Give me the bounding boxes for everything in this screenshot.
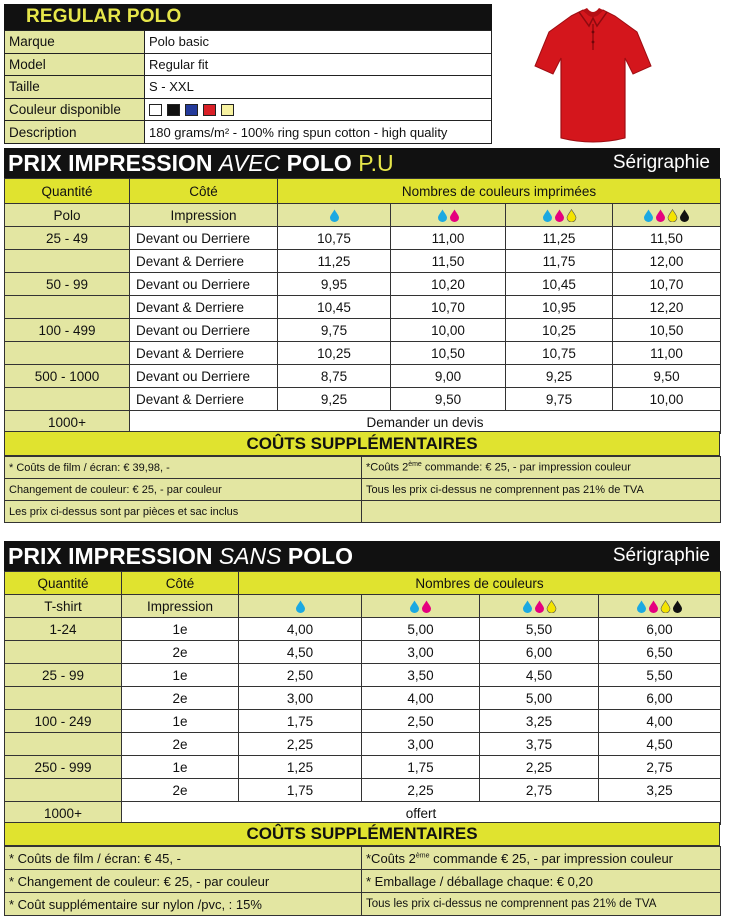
- info-row-taille: [5, 76, 492, 99]
- supp-costs-title-avec: COÛTS SUPPLÉMENTAIRES: [4, 431, 720, 456]
- price-cell: 9,50: [391, 388, 506, 411]
- section-title-sans: [4, 541, 720, 571]
- price-cell: 5,00: [480, 687, 599, 710]
- price-cell: 10,00: [613, 388, 721, 411]
- side-cell: 2e: [122, 779, 239, 802]
- supp-row: [5, 870, 721, 893]
- price-cell: 3,00: [362, 641, 480, 664]
- quantity-cell: 100 - 499: [5, 319, 130, 342]
- price-cell: 11,25: [278, 250, 391, 273]
- table-row: [5, 710, 721, 733]
- header-colors: Nombres de couleurs: [239, 572, 721, 595]
- price-cell: 10,20: [391, 273, 506, 296]
- side-cell: 2e: [122, 687, 239, 710]
- price-cell: 10,95: [506, 296, 613, 319]
- title-part: PRIX IMPRESSION: [8, 150, 219, 176]
- quantity-cell: 250 - 999: [5, 756, 122, 779]
- supp-cell: Tous les prix ci-dessus ne comprennent pas 21% de TVA: [362, 893, 721, 916]
- supp-costs-table-sans: [4, 846, 721, 916]
- side-cell: 1e: [122, 710, 239, 733]
- quote-cell: Demander un devis: [130, 411, 721, 434]
- ink-drop-icon: [329, 209, 340, 222]
- quantity-cell: [5, 641, 122, 664]
- price-cell: 9,50: [613, 365, 721, 388]
- supp-row: [5, 501, 721, 523]
- color-swatch: [203, 104, 216, 116]
- info-value: S - XXL: [145, 76, 492, 99]
- side-cell: Devant ou Derriere: [130, 319, 278, 342]
- quantity-cell: [5, 687, 122, 710]
- info-label: Model: [5, 53, 145, 76]
- price-cell: 4,00: [362, 687, 480, 710]
- price-cell: 6,50: [599, 641, 721, 664]
- price-cell: 12,00: [613, 250, 721, 273]
- color-swatch: [185, 104, 198, 116]
- ink-drop-icon: [643, 209, 654, 222]
- ink-drop-icon: [554, 209, 565, 222]
- offer-cell: offert: [122, 802, 721, 825]
- price-cell: 9,95: [278, 273, 391, 296]
- supp-row: [5, 847, 721, 870]
- ink-drops-3-icon: [480, 595, 599, 618]
- supp-cell: [362, 457, 721, 479]
- title-part: P.U: [358, 150, 394, 176]
- ink-drop-icon: [542, 209, 553, 222]
- price-cell: 3,00: [362, 733, 480, 756]
- price-cell: 9,75: [506, 388, 613, 411]
- price-cell: 10,45: [506, 273, 613, 296]
- price-table-sans: [4, 571, 721, 825]
- table-row: [5, 664, 721, 687]
- table-row: [5, 618, 721, 641]
- table-row: [5, 733, 721, 756]
- ink-drop-icon: [295, 600, 306, 613]
- product-title: REGULAR POLO: [4, 4, 492, 30]
- side-cell: Devant ou Derriere: [130, 227, 278, 250]
- price-cell: 10,00: [391, 319, 506, 342]
- quantity-cell: 100 - 249: [5, 710, 122, 733]
- price-cell: 2,25: [239, 733, 362, 756]
- price-cell: 4,50: [480, 664, 599, 687]
- price-cell: 10,45: [278, 296, 391, 319]
- price-cell: 6,00: [599, 618, 721, 641]
- price-cell: 5,00: [362, 618, 480, 641]
- supp-cell: * Changement de couleur: € 25, - par couleur: [5, 870, 362, 893]
- price-cell: 1,75: [239, 779, 362, 802]
- side-cell: 2e: [122, 641, 239, 664]
- price-cell: 12,20: [613, 296, 721, 319]
- supp-sup: ème: [408, 461, 422, 469]
- quantity-cell: [5, 779, 122, 802]
- supp-row: [5, 457, 721, 479]
- side-cell: 1e: [122, 756, 239, 779]
- price-cell: 11,50: [613, 227, 721, 250]
- table-row: [5, 342, 721, 365]
- color-swatch: [167, 104, 180, 116]
- table-row: [5, 273, 721, 296]
- table-row: [5, 687, 721, 710]
- quantity-cell: 50 - 99: [5, 273, 130, 296]
- supp-cell: [362, 847, 721, 870]
- header-cote: Côté: [130, 179, 278, 204]
- price-cell: 2,75: [480, 779, 599, 802]
- supp-costs-table-avec: [4, 456, 721, 523]
- price-cell: 6,00: [480, 641, 599, 664]
- quantity-cell: [5, 388, 130, 411]
- side-cell: 2e: [122, 733, 239, 756]
- price-cell: 3,25: [599, 779, 721, 802]
- quantity-cell: 1000+: [5, 411, 130, 434]
- info-label: Marque: [5, 31, 145, 54]
- price-cell: 3,50: [362, 664, 480, 687]
- table-subheader-row: [5, 595, 721, 618]
- price-cell: 9,25: [278, 388, 391, 411]
- color-swatch: [149, 104, 162, 116]
- supp-cell: * Coûts de film / écran: € 45, -: [5, 847, 362, 870]
- price-cell: 10,75: [506, 342, 613, 365]
- supp-cell: Changement de couleur: € 25, - par couleur: [5, 479, 362, 501]
- table-header-row: [5, 179, 721, 204]
- info-value: 180 grams/m² - 100% ring spun cotton - high quality: [145, 121, 492, 144]
- quantity-cell: [5, 296, 130, 319]
- quantity-cell: [5, 733, 122, 756]
- table-row: [5, 779, 721, 802]
- ink-drop-icon: [667, 209, 678, 222]
- price-cell: 2,50: [362, 710, 480, 733]
- price-cell: 9,25: [506, 365, 613, 388]
- ink-drop-icon: [449, 209, 460, 222]
- header-tshirt: T-shirt: [5, 595, 122, 618]
- ink-drops-4-icon: [613, 204, 721, 227]
- title-part: POLO: [280, 150, 359, 176]
- title-part: PRIX IMPRESSION: [8, 543, 219, 569]
- price-cell: 10,70: [391, 296, 506, 319]
- price-cell: 6,00: [599, 687, 721, 710]
- ink-drops-1-icon: [239, 595, 362, 618]
- price-cell: 9,75: [278, 319, 391, 342]
- ink-drop-icon: [546, 600, 557, 613]
- ink-drop-icon: [672, 600, 683, 613]
- price-cell: 11,00: [391, 227, 506, 250]
- ink-drops-1-icon: [278, 204, 391, 227]
- table-row: [5, 641, 721, 664]
- price-cell: 1,25: [239, 756, 362, 779]
- ink-drop-icon: [421, 600, 432, 613]
- ink-drops-3-icon: [506, 204, 613, 227]
- supp-costs-title-sans: COÛTS SUPPLÉMENTAIRES: [4, 822, 720, 846]
- quantity-cell: 500 - 1000: [5, 365, 130, 388]
- supp-cell: * Emballage / déballage chaque: € 0,20: [362, 870, 721, 893]
- ink-drop-icon: [655, 209, 666, 222]
- method-label: Sérigraphie: [612, 152, 710, 173]
- supp-cell: Tous les prix ci-dessus ne comprennent pas 21% de TVA: [362, 479, 721, 501]
- ink-drop-icon: [409, 600, 420, 613]
- price-cell: 9,00: [391, 365, 506, 388]
- quantity-cell: 1-24: [5, 618, 122, 641]
- ink-drop-icon: [566, 209, 577, 222]
- title-part: SANS: [218, 543, 282, 569]
- ink-drop-icon: [648, 600, 659, 613]
- section-title-avec: [4, 148, 720, 178]
- header-polo: Polo: [5, 204, 130, 227]
- ink-drop-icon: [534, 600, 545, 613]
- price-cell: 2,25: [480, 756, 599, 779]
- color-swatches: [145, 98, 492, 121]
- supp-text: *Coûts 2: [366, 461, 409, 474]
- info-row-marque: [5, 31, 492, 54]
- info-label: Description: [5, 121, 145, 144]
- supp-text: *Coûts 2: [366, 850, 416, 866]
- polo-shirt-image: [533, 4, 653, 146]
- header-quantite: Quantité: [5, 572, 122, 595]
- price-cell: 10,75: [278, 227, 391, 250]
- info-row-couleur: [5, 98, 492, 121]
- price-cell: 3,75: [480, 733, 599, 756]
- ink-drop-icon: [522, 600, 533, 613]
- supp-cell-empty: [362, 501, 721, 523]
- supp-cell: * Coûts de film / écran: € 39,98, -: [5, 457, 362, 479]
- side-cell: Devant & Derriere: [130, 388, 278, 411]
- table-row: [5, 756, 721, 779]
- header-cote: Côté: [122, 572, 239, 595]
- supp-sup: ème: [415, 852, 430, 860]
- side-cell: 1e: [122, 664, 239, 687]
- ink-drops-2-icon: [362, 595, 480, 618]
- header-impression: Impression: [122, 595, 239, 618]
- info-value: Regular fit: [145, 53, 492, 76]
- info-row-model: [5, 53, 492, 76]
- info-value: Polo basic: [145, 31, 492, 54]
- side-cell: Devant & Derriere: [130, 250, 278, 273]
- table-row: [5, 319, 721, 342]
- side-cell: Devant & Derriere: [130, 296, 278, 319]
- info-row-description: [5, 121, 492, 144]
- price-cell: 5,50: [480, 618, 599, 641]
- price-cell: 4,50: [599, 733, 721, 756]
- price-cell: 10,50: [613, 319, 721, 342]
- price-cell: 5,50: [599, 664, 721, 687]
- price-cell: 10,50: [391, 342, 506, 365]
- side-cell: Devant & Derriere: [130, 342, 278, 365]
- supp-cell: Les prix ci-dessus sont par pièces et sac inclus: [5, 501, 362, 523]
- table-row: [5, 365, 721, 388]
- price-cell: 2,50: [239, 664, 362, 687]
- info-label: Taille: [5, 76, 145, 99]
- table-row: [5, 296, 721, 319]
- price-cell: 3,00: [239, 687, 362, 710]
- title-part: POLO: [281, 543, 354, 569]
- quantity-cell: [5, 342, 130, 365]
- price-cell: 2,75: [599, 756, 721, 779]
- price-cell: 3,25: [480, 710, 599, 733]
- table-header-row: [5, 572, 721, 595]
- price-cell: 11,25: [506, 227, 613, 250]
- ink-drops-2-icon: [391, 204, 506, 227]
- supp-row: [5, 893, 721, 916]
- ink-drop-icon: [660, 600, 671, 613]
- price-cell: 2,25: [362, 779, 480, 802]
- quantity-cell: 1000+: [5, 802, 122, 825]
- supp-cell: * Coût supplémentaire sur nylon /pvc, : 15%: [5, 893, 362, 916]
- side-cell: Devant ou Derriere: [130, 273, 278, 296]
- title-part: AVEC: [218, 150, 281, 176]
- price-table-avec: [4, 178, 721, 434]
- price-cell: 1,75: [239, 710, 362, 733]
- quantity-cell: 25 - 99: [5, 664, 122, 687]
- ink-drop-icon: [636, 600, 647, 613]
- price-cell: 11,00: [613, 342, 721, 365]
- ink-drops-4-icon: [599, 595, 721, 618]
- quantity-cell: 25 - 49: [5, 227, 130, 250]
- table-row: [5, 227, 721, 250]
- color-swatch: [221, 104, 234, 116]
- method-label: Sérigraphie: [612, 545, 710, 566]
- quantity-cell: [5, 250, 130, 273]
- price-cell: 10,25: [506, 319, 613, 342]
- supp-text: commande: € 25, - par impression couleur: [421, 461, 631, 474]
- price-cell: 4,50: [239, 641, 362, 664]
- header-quantite: Quantité: [5, 179, 130, 204]
- table-subheader-row: [5, 204, 721, 227]
- info-label: Couleur disponible: [5, 98, 145, 121]
- supp-row: [5, 479, 721, 501]
- side-cell: 1e: [122, 618, 239, 641]
- table-row: [5, 250, 721, 273]
- price-cell: 4,00: [599, 710, 721, 733]
- price-cell: 8,75: [278, 365, 391, 388]
- price-cell: 1,75: [362, 756, 480, 779]
- ink-drop-icon: [679, 209, 690, 222]
- header-impression: Impression: [130, 204, 278, 227]
- price-cell: 10,70: [613, 273, 721, 296]
- price-cell: 11,75: [506, 250, 613, 273]
- ink-drop-icon: [437, 209, 448, 222]
- header-colors: Nombres de couleurs imprimées: [278, 179, 721, 204]
- price-cell: 11,50: [391, 250, 506, 273]
- supp-text: commande € 25, - par impression couleur: [429, 850, 674, 866]
- side-cell: Devant ou Derriere: [130, 365, 278, 388]
- product-info-table: [4, 30, 492, 144]
- price-cell: 10,25: [278, 342, 391, 365]
- price-cell: 4,00: [239, 618, 362, 641]
- table-row: [5, 388, 721, 411]
